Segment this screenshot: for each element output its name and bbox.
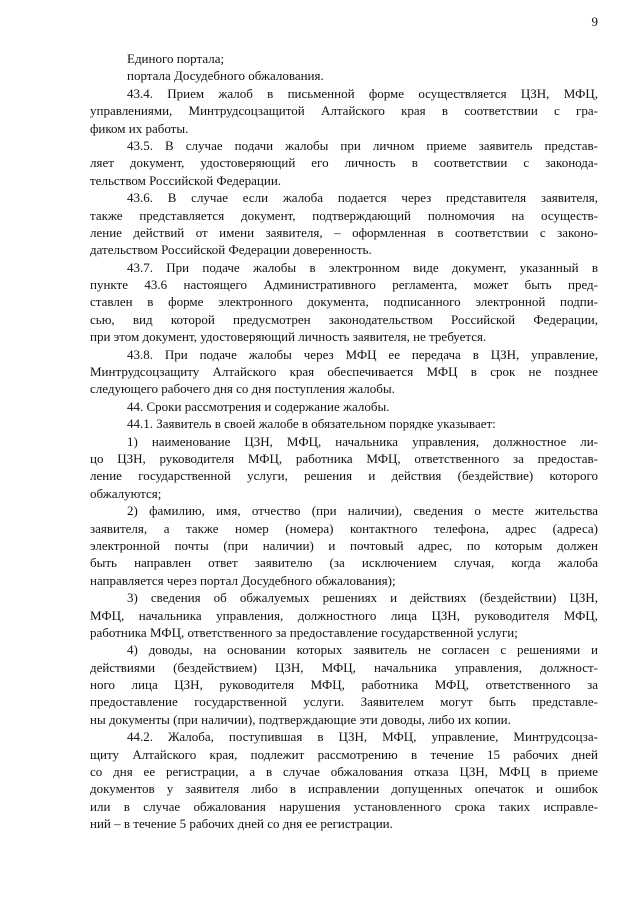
text-line: 43.4. Прием жалоб в письменной форме осуществляется ЦЗН, МФЦ, [127, 85, 598, 101]
text-line: ны документы (при наличии), подтверждающие эти доводы, либо их копии. [90, 711, 511, 727]
text-line: или в случае обжалования нарушения установленного срока таких исправле- [90, 798, 598, 814]
text-line: работника МФЦ, ответственного за предоставление государственной услуги; [90, 624, 518, 640]
text-line: 43.7. При подаче жалобы в электронном виде документ, указанный в [127, 259, 598, 275]
text-line: тельством Российской Федерации. [90, 172, 282, 188]
document-body [90, 50, 598, 833]
text-line: следующего рабочего дня со дня поступления жалобы. [90, 381, 395, 397]
text-line: ляет документ, удостоверяющий его личность в соответствии с законода- [90, 155, 598, 171]
text-line: направляется через портал Досудебного обжалования); [90, 572, 396, 588]
text-line: 44. Сроки рассмотрения и содержание жалобы. [127, 398, 390, 414]
text-line: ление действий от имени заявителя, – оформленная в соответствии с законо- [90, 224, 598, 240]
text-line: ление государственной услуги, решения и действия (бездействие) которого [90, 468, 598, 484]
text-line: управлениями, Минтрудсоцзащитой Алтайского края в соответствии с гра- [90, 103, 598, 119]
text-line: Единого портала; [127, 51, 225, 66]
text-line: 2) фамилию, имя, отчество (при наличии), сведения о месте жительства [127, 503, 598, 519]
text-line: портала Досудебного обжалования. [127, 68, 324, 84]
text-line: 43.6. В случае если жалоба подается через представителя заявителя, [127, 190, 598, 206]
text-line: ний – в течение 5 рабочих дней со дня ее регистрации. [90, 816, 393, 832]
text-line: при этом документ, удостоверяющий личность заявителя, не требуется. [90, 329, 487, 345]
text-line: предоставление государственной услуги. Заявителем могут быть представле- [90, 694, 598, 710]
text-line: также представляется документ, подтверждающий полномочия на осуществ- [90, 207, 598, 223]
text-line: щиту Алтайского края, подлежит рассмотрению в течение 15 рабочих дней [90, 746, 598, 762]
text-line: 43.5. В случае подачи жалобы при личном приеме заявитель представ- [127, 137, 598, 153]
text-line: МФЦ, начальника управления, должностного лица ЦЗН, руководителя МФЦ, [90, 607, 598, 623]
text-line: электронной почты (при наличии) и почтовый адрес, по которым должен [90, 537, 598, 553]
text-line: ного лица ЦЗН, руководителя МФЦ, работника МФЦ, ответственного за [90, 677, 598, 693]
text-line: ставлен в форме электронного документа, подписанного электронной подпи- [90, 294, 598, 310]
text-line: быть направлен ответ заявителю (за исключением случая, когда жалоба [90, 555, 598, 571]
text-line: 43.8. При подаче жалобы через МФЦ ее передача в ЦЗН, управление, [127, 346, 598, 362]
text-line: 44.2. Жалоба, поступившая в ЦЗН, МФЦ, управление, Минтрудсоцза- [127, 729, 598, 745]
text-line: сью, вид которой предусмотрен законодательством Российской Федерации, [90, 311, 598, 327]
text-line: 1) наименование ЦЗН, МФЦ, начальника управления, должностное ли- [127, 433, 598, 449]
text-line: 3) сведения об обжалуемых решениях и действиях (бездействии) ЦЗН, [127, 590, 598, 606]
text-line: 44.1. Заявитель в своей жалобе в обязательном порядке указывает: [127, 416, 496, 432]
text-line: пункте 43.6 настоящего Административного регламента, может быть пред- [90, 277, 598, 293]
text-line: фиком их работы. [90, 120, 189, 136]
page-number: 9 [591, 14, 598, 29]
text-line: цо ЦЗН, руководителя МФЦ, работника МФЦ, ответственного за предостав- [90, 450, 598, 466]
text-line: документов у заявителя либо в исправлении допущенных опечаток и ошибок [90, 781, 598, 797]
text-line: действиями (бездействием) ЦЗН, МФЦ, начальника управления, должност- [90, 659, 598, 675]
text-line: обжалуются; [90, 485, 162, 501]
text-line: заявителя, а также номер (номера) контактного телефона, адрес (адреса) [90, 520, 598, 536]
text-line: 4) доводы, на основании которых заявитель не согласен с решениями и [127, 642, 598, 658]
text-line: со дня ее регистрации, а в случае обжалования отказа ЦЗН, МФЦ в приеме [90, 764, 598, 780]
text-line: Минтрудсоцзащиту Алтайского края обеспечивается МФЦ в срок не позднее [90, 364, 598, 380]
text-line: дательством Российской Федерации доверенность. [90, 242, 372, 258]
